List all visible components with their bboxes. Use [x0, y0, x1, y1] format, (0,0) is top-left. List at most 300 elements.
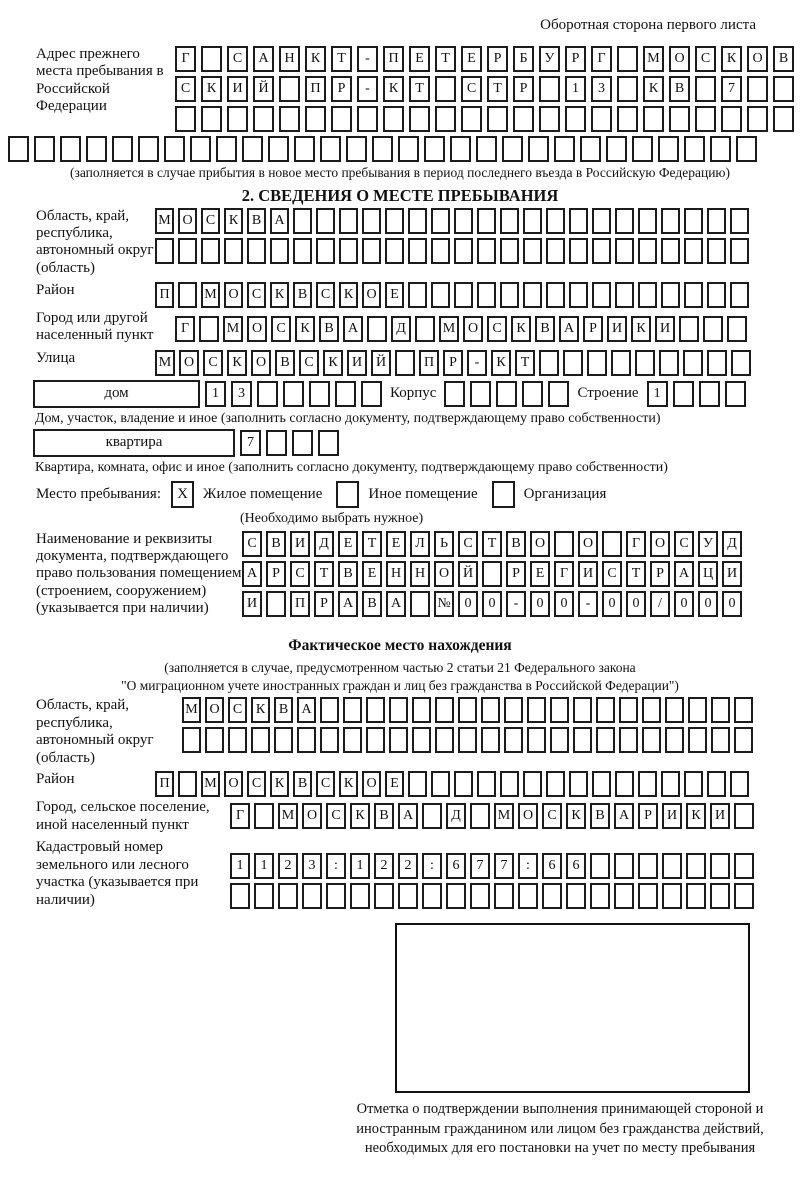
char-cell[interactable] [326, 883, 346, 909]
char-cell[interactable]: П [290, 591, 310, 617]
char-cell[interactable] [539, 350, 559, 376]
char-cell[interactable]: В [275, 350, 295, 376]
char-cell[interactable]: Е [461, 46, 482, 72]
char-cell[interactable]: С [247, 282, 266, 308]
char-cell[interactable] [500, 282, 519, 308]
char-cell[interactable] [642, 697, 661, 723]
char-cell[interactable]: А [614, 803, 634, 829]
char-cell[interactable] [542, 883, 562, 909]
char-cell[interactable] [395, 350, 415, 376]
char-cell[interactable]: И [227, 76, 248, 102]
char-cell[interactable] [528, 136, 549, 162]
char-cell[interactable] [695, 106, 716, 132]
char-cell[interactable] [278, 883, 298, 909]
char-cell[interactable]: О [224, 282, 243, 308]
char-cell[interactable]: А [343, 316, 363, 342]
char-cell[interactable] [422, 803, 442, 829]
char-cell[interactable]: А [242, 561, 262, 587]
char-cell[interactable]: И [662, 803, 682, 829]
char-cell[interactable]: К [270, 771, 289, 797]
char-cell[interactable]: К [686, 803, 706, 829]
char-cell[interactable]: Д [314, 531, 334, 557]
char-cell[interactable]: О [530, 531, 550, 557]
char-cell[interactable] [372, 136, 393, 162]
char-cell[interactable] [343, 727, 362, 753]
char-cell[interactable]: К [566, 803, 586, 829]
char-cell[interactable] [458, 727, 477, 753]
char-cell[interactable]: О [205, 697, 224, 723]
char-cell[interactable] [302, 883, 322, 909]
char-cell[interactable] [615, 208, 634, 234]
char-cell[interactable] [292, 430, 313, 456]
char-cell[interactable]: К [631, 316, 651, 342]
char-cell[interactable] [331, 106, 352, 132]
char-cell[interactable]: И [710, 803, 730, 829]
char-cell[interactable] [686, 853, 706, 879]
char-cell[interactable]: Н [279, 46, 300, 72]
char-cell[interactable]: Р [638, 803, 658, 829]
char-cell[interactable] [614, 853, 634, 879]
char-cell[interactable]: В [773, 46, 794, 72]
char-cell[interactable]: - [506, 591, 526, 617]
char-cell[interactable] [444, 381, 465, 407]
char-cell[interactable] [320, 727, 339, 753]
checkbox-organization[interactable] [492, 481, 515, 508]
char-cell[interactable] [224, 238, 243, 264]
char-cell[interactable] [230, 883, 250, 909]
char-cell[interactable]: Р [513, 76, 534, 102]
char-cell[interactable] [454, 208, 473, 234]
char-cell[interactable]: 0 [554, 591, 574, 617]
char-cell[interactable] [661, 238, 680, 264]
char-cell[interactable] [592, 282, 611, 308]
char-cell[interactable] [435, 106, 456, 132]
char-cell[interactable]: С [316, 282, 335, 308]
char-cell[interactable]: А [398, 803, 418, 829]
char-cell[interactable] [266, 591, 286, 617]
char-cell[interactable]: О [650, 531, 670, 557]
char-cell[interactable] [175, 106, 196, 132]
char-cell[interactable]: В [338, 561, 358, 587]
char-cell[interactable] [343, 697, 362, 723]
char-cell[interactable]: С [247, 771, 266, 797]
char-cell[interactable] [339, 238, 358, 264]
char-cell[interactable] [385, 238, 404, 264]
char-cell[interactable] [669, 106, 690, 132]
char-cell[interactable]: 0 [722, 591, 742, 617]
char-cell[interactable]: В [374, 803, 394, 829]
char-cell[interactable] [34, 136, 55, 162]
char-cell[interactable]: У [698, 531, 718, 557]
char-cell[interactable] [470, 803, 490, 829]
char-cell[interactable] [747, 76, 768, 102]
char-cell[interactable] [431, 238, 450, 264]
char-cell[interactable] [617, 76, 638, 102]
char-cell[interactable]: О [463, 316, 483, 342]
char-cell[interactable]: А [559, 316, 579, 342]
char-cell[interactable] [297, 727, 316, 753]
char-cell[interactable]: Т [487, 76, 508, 102]
char-cell[interactable]: Д [722, 531, 742, 557]
char-cell[interactable] [638, 883, 658, 909]
char-cell[interactable] [638, 238, 657, 264]
char-cell[interactable]: Р [565, 46, 586, 72]
char-cell[interactable]: К [721, 46, 742, 72]
char-cell[interactable] [268, 136, 289, 162]
char-cell[interactable]: С [271, 316, 291, 342]
char-cell[interactable] [500, 771, 519, 797]
char-cell[interactable] [615, 771, 634, 797]
char-cell[interactable] [477, 282, 496, 308]
char-cell[interactable]: О [747, 46, 768, 72]
char-cell[interactable]: 3 [231, 381, 252, 407]
char-cell[interactable] [635, 350, 655, 376]
char-cell[interactable] [408, 282, 427, 308]
char-cell[interactable]: С [228, 697, 247, 723]
char-cell[interactable]: О [224, 771, 243, 797]
char-cell[interactable] [435, 727, 454, 753]
char-cell[interactable]: К [339, 282, 358, 308]
char-cell[interactable]: О [434, 561, 454, 587]
char-cell[interactable]: И [290, 531, 310, 557]
char-cell[interactable]: 6 [542, 853, 562, 879]
char-cell[interactable]: Г [591, 46, 612, 72]
char-cell[interactable] [730, 771, 749, 797]
char-cell[interactable]: Д [446, 803, 466, 829]
char-cell[interactable] [730, 238, 749, 264]
house-type-cell[interactable]: дом [33, 380, 200, 408]
char-cell[interactable]: А [253, 46, 274, 72]
char-cell[interactable] [736, 136, 757, 162]
char-cell[interactable] [253, 106, 274, 132]
char-cell[interactable] [684, 238, 703, 264]
char-cell[interactable]: 0 [458, 591, 478, 617]
char-cell[interactable]: К [323, 350, 343, 376]
char-cell[interactable] [502, 136, 523, 162]
char-cell[interactable] [431, 208, 450, 234]
char-cell[interactable] [587, 350, 607, 376]
char-cell[interactable]: В [669, 76, 690, 102]
char-cell[interactable]: К [201, 76, 222, 102]
char-cell[interactable] [227, 106, 248, 132]
char-cell[interactable]: Г [554, 561, 574, 587]
char-cell[interactable]: О [669, 46, 690, 72]
char-cell[interactable] [228, 727, 247, 753]
char-cell[interactable] [339, 208, 358, 234]
char-cell[interactable]: П [155, 282, 174, 308]
char-cell[interactable] [367, 316, 387, 342]
char-cell[interactable] [554, 531, 574, 557]
char-cell[interactable] [686, 883, 706, 909]
char-cell[interactable]: 0 [698, 591, 718, 617]
char-cell[interactable]: - [357, 46, 378, 72]
char-cell[interactable]: 7 [494, 853, 514, 879]
char-cell[interactable]: 1 [230, 853, 250, 879]
char-cell[interactable] [518, 883, 538, 909]
char-cell[interactable]: К [643, 76, 664, 102]
char-cell[interactable]: 2 [278, 853, 298, 879]
char-cell[interactable] [546, 771, 565, 797]
char-cell[interactable]: К [491, 350, 511, 376]
char-cell[interactable] [178, 771, 197, 797]
char-cell[interactable] [606, 136, 627, 162]
char-cell[interactable] [710, 136, 731, 162]
char-cell[interactable]: О [247, 316, 267, 342]
char-cell[interactable] [661, 282, 680, 308]
char-cell[interactable] [346, 136, 367, 162]
char-cell[interactable]: О [518, 803, 538, 829]
char-cell[interactable]: В [274, 697, 293, 723]
char-cell[interactable]: К [224, 208, 243, 234]
char-cell[interactable]: О [578, 531, 598, 557]
char-cell[interactable] [458, 697, 477, 723]
char-cell[interactable]: Т [515, 350, 535, 376]
char-cell[interactable]: 3 [591, 76, 612, 102]
char-cell[interactable] [747, 106, 768, 132]
char-cell[interactable] [481, 727, 500, 753]
char-cell[interactable]: - [467, 350, 487, 376]
char-cell[interactable] [684, 771, 703, 797]
char-cell[interactable] [8, 136, 29, 162]
char-cell[interactable] [699, 381, 720, 407]
char-cell[interactable] [454, 282, 473, 308]
char-cell[interactable]: Е [362, 561, 382, 587]
char-cell[interactable] [665, 697, 684, 723]
char-cell[interactable] [662, 883, 682, 909]
char-cell[interactable]: Р [266, 561, 286, 587]
char-cell[interactable] [112, 136, 133, 162]
char-cell[interactable] [199, 316, 219, 342]
char-cell[interactable] [730, 208, 749, 234]
char-cell[interactable] [590, 883, 610, 909]
char-cell[interactable] [703, 316, 723, 342]
char-cell[interactable] [569, 208, 588, 234]
char-cell[interactable]: О [302, 803, 322, 829]
char-cell[interactable]: Р [314, 591, 334, 617]
char-cell[interactable]: К [339, 771, 358, 797]
char-cell[interactable] [431, 282, 450, 308]
char-cell[interactable]: 0 [530, 591, 550, 617]
char-cell[interactable] [305, 106, 326, 132]
char-cell[interactable] [548, 381, 569, 407]
char-cell[interactable] [470, 883, 490, 909]
char-cell[interactable] [357, 106, 378, 132]
char-cell[interactable] [665, 727, 684, 753]
char-cell[interactable]: Т [331, 46, 352, 72]
char-cell[interactable]: В [535, 316, 555, 342]
char-cell[interactable] [201, 46, 222, 72]
char-cell[interactable] [638, 853, 658, 879]
char-cell[interactable]: А [338, 591, 358, 617]
char-cell[interactable]: С [299, 350, 319, 376]
char-cell[interactable] [487, 106, 508, 132]
char-cell[interactable]: Й [253, 76, 274, 102]
char-cell[interactable] [164, 136, 185, 162]
char-cell[interactable]: В [293, 282, 312, 308]
char-cell[interactable] [266, 430, 287, 456]
char-cell[interactable] [178, 238, 197, 264]
char-cell[interactable] [383, 106, 404, 132]
char-cell[interactable] [563, 350, 583, 376]
char-cell[interactable] [309, 381, 330, 407]
char-cell[interactable]: Р [650, 561, 670, 587]
char-cell[interactable]: 7 [470, 853, 490, 879]
char-cell[interactable]: 1 [647, 381, 668, 407]
char-cell[interactable] [683, 350, 703, 376]
char-cell[interactable]: : [422, 853, 442, 879]
char-cell[interactable]: 2 [398, 853, 418, 879]
char-cell[interactable] [316, 238, 335, 264]
char-cell[interactable] [522, 381, 543, 407]
char-cell[interactable]: 6 [566, 853, 586, 879]
char-cell[interactable]: П [419, 350, 439, 376]
char-cell[interactable]: 0 [626, 591, 646, 617]
char-cell[interactable] [190, 136, 211, 162]
char-cell[interactable] [454, 771, 473, 797]
char-cell[interactable] [500, 208, 519, 234]
char-cell[interactable]: Г [175, 46, 196, 72]
char-cell[interactable]: С [175, 76, 196, 102]
char-cell[interactable] [638, 208, 657, 234]
char-cell[interactable]: К [227, 350, 247, 376]
char-cell[interactable] [408, 771, 427, 797]
char-cell[interactable] [274, 727, 293, 753]
char-cell[interactable]: Д [391, 316, 411, 342]
char-cell[interactable]: С [290, 561, 310, 587]
char-cell[interactable] [617, 46, 638, 72]
char-cell[interactable] [615, 282, 634, 308]
char-cell[interactable]: К [270, 282, 289, 308]
char-cell[interactable]: С [316, 771, 335, 797]
char-cell[interactable]: С [227, 46, 248, 72]
char-cell[interactable] [632, 136, 653, 162]
char-cell[interactable] [254, 803, 274, 829]
char-cell[interactable] [638, 282, 657, 308]
char-cell[interactable]: 1 [254, 853, 274, 879]
char-cell[interactable]: 0 [482, 591, 502, 617]
char-cell[interactable] [611, 350, 631, 376]
char-cell[interactable] [366, 727, 385, 753]
char-cell[interactable]: 2 [374, 853, 394, 879]
char-cell[interactable] [707, 282, 726, 308]
char-cell[interactable]: 3 [302, 853, 322, 879]
char-cell[interactable]: В [590, 803, 610, 829]
char-cell[interactable] [481, 697, 500, 723]
char-cell[interactable]: 1 [565, 76, 586, 102]
char-cell[interactable]: Т [435, 46, 456, 72]
char-cell[interactable] [412, 697, 431, 723]
char-cell[interactable]: С [674, 531, 694, 557]
char-cell[interactable] [592, 208, 611, 234]
char-cell[interactable]: Г [175, 316, 195, 342]
char-cell[interactable] [734, 727, 753, 753]
char-cell[interactable] [527, 727, 546, 753]
char-cell[interactable] [569, 238, 588, 264]
char-cell[interactable] [734, 883, 754, 909]
char-cell[interactable]: П [383, 46, 404, 72]
char-cell[interactable] [615, 238, 634, 264]
char-cell[interactable] [500, 238, 519, 264]
char-cell[interactable] [658, 136, 679, 162]
char-cell[interactable] [707, 208, 726, 234]
char-cell[interactable]: Р [506, 561, 526, 587]
char-cell[interactable] [454, 238, 473, 264]
char-cell[interactable] [138, 136, 159, 162]
char-cell[interactable] [684, 282, 703, 308]
char-cell[interactable] [688, 727, 707, 753]
char-cell[interactable]: М [439, 316, 459, 342]
char-cell[interactable] [596, 727, 615, 753]
char-cell[interactable]: Р [583, 316, 603, 342]
char-cell[interactable]: Е [385, 771, 404, 797]
char-cell[interactable] [573, 697, 592, 723]
char-cell[interactable] [539, 76, 560, 102]
char-cell[interactable] [477, 208, 496, 234]
char-cell[interactable]: П [305, 76, 326, 102]
char-cell[interactable] [591, 106, 612, 132]
char-cell[interactable]: 7 [721, 76, 742, 102]
char-cell[interactable] [523, 282, 542, 308]
char-cell[interactable]: Й [458, 561, 478, 587]
char-cell[interactable]: Р [331, 76, 352, 102]
char-cell[interactable]: К [350, 803, 370, 829]
char-cell[interactable]: 1 [350, 853, 370, 879]
char-cell[interactable] [216, 136, 237, 162]
char-cell[interactable]: С [203, 350, 223, 376]
char-cell[interactable]: С [695, 46, 716, 72]
char-cell[interactable]: 0 [602, 591, 622, 617]
char-cell[interactable] [566, 883, 586, 909]
char-cell[interactable]: С [458, 531, 478, 557]
char-cell[interactable]: В [293, 771, 312, 797]
char-cell[interactable] [592, 771, 611, 797]
char-cell[interactable]: Р [443, 350, 463, 376]
char-cell[interactable] [494, 883, 514, 909]
char-cell[interactable]: И [242, 591, 262, 617]
char-cell[interactable]: Л [410, 531, 430, 557]
char-cell[interactable]: А [674, 561, 694, 587]
char-cell[interactable]: В [266, 531, 286, 557]
char-cell[interactable] [424, 136, 445, 162]
char-cell[interactable]: Т [314, 561, 334, 587]
char-cell[interactable] [565, 106, 586, 132]
char-cell[interactable] [731, 350, 751, 376]
char-cell[interactable] [643, 106, 664, 132]
char-cell[interactable] [496, 381, 517, 407]
char-cell[interactable] [320, 136, 341, 162]
char-cell[interactable]: И [607, 316, 627, 342]
char-cell[interactable] [569, 282, 588, 308]
char-cell[interactable] [679, 316, 699, 342]
char-cell[interactable] [550, 727, 569, 753]
char-cell[interactable]: С [242, 531, 262, 557]
char-cell[interactable] [293, 238, 312, 264]
char-cell[interactable] [279, 76, 300, 102]
char-cell[interactable]: М [494, 803, 514, 829]
char-cell[interactable]: О [362, 771, 381, 797]
char-cell[interactable] [523, 771, 542, 797]
char-cell[interactable] [205, 727, 224, 753]
char-cell[interactable] [592, 238, 611, 264]
char-cell[interactable] [580, 136, 601, 162]
char-cell[interactable] [773, 106, 794, 132]
char-cell[interactable]: И [347, 350, 367, 376]
char-cell[interactable] [727, 316, 747, 342]
char-cell[interactable] [504, 727, 523, 753]
char-cell[interactable] [335, 381, 356, 407]
char-cell[interactable]: Г [230, 803, 250, 829]
char-cell[interactable] [688, 697, 707, 723]
